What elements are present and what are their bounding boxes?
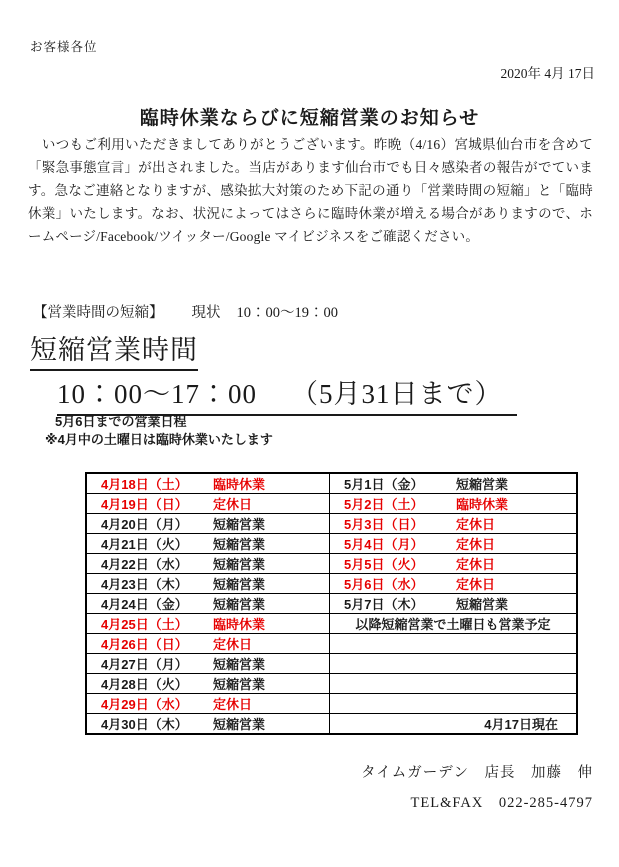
schedule-cell — [330, 674, 578, 694]
table-row — [86, 694, 577, 714]
table-row — [86, 534, 577, 554]
schedule-status: 短縮営業 — [213, 657, 266, 672]
schedule-cell — [86, 614, 330, 634]
schedule-cell — [86, 594, 330, 614]
schedule-status: 短縮営業 — [213, 517, 266, 532]
table-row — [86, 554, 577, 574]
schedule-status: 臨時休業 — [456, 497, 509, 512]
schedule-status: 定休日 — [213, 697, 253, 712]
schedule-status: 短縮営業 — [213, 537, 266, 552]
schedule-status: 定休日 — [456, 557, 496, 572]
schedule-status: 臨時休業 — [213, 617, 266, 632]
schedule-cell — [86, 494, 330, 514]
new-hours-value: 10：00～17：00 — [57, 379, 257, 409]
schedule-note-2: ※4月中の土曜日は臨時休業いたします — [45, 432, 273, 447]
schedule-date: 5月7日（木） — [344, 597, 424, 612]
schedule-status: 臨時休業 — [213, 477, 266, 492]
footer-contact: TEL&FAX 022-285-4797 — [410, 795, 593, 811]
schedule-status: 定休日 — [456, 517, 496, 532]
schedule-cell — [86, 473, 330, 494]
body-paragraph: いつもご利用いただきましてありがとうございます。昨晩（4/16）宮城県仙台市を含めて「緊急事態宣言」が出されました。当店があります仙台市でも日々感染者の報告がでています。急なご連絡となりますが、感染拡大対策のため下記の通り「営業時間の短縮」と「臨時休業」いたします。なお、状況によってはさらに臨時休業が増える場合がありますので、ホームページ/Facebook/ツイッター/Google マイビジネスをご確認ください。 — [28, 137, 593, 244]
schedule-cell — [86, 534, 330, 554]
schedule-date: 5月5日（火） — [344, 557, 424, 572]
schedule-date: 4月19日（日） — [101, 497, 188, 512]
schedule-status: 短縮営業 — [213, 677, 266, 692]
schedule-status: 短縮営業 — [456, 477, 509, 492]
schedule-cell — [86, 574, 330, 594]
schedule-cell — [86, 694, 330, 714]
schedule-stamp-cell: 4月17日現在 — [330, 714, 578, 735]
table-row — [86, 614, 577, 634]
schedule-cell — [330, 574, 578, 594]
schedule-status: 短縮営業 — [213, 717, 266, 732]
schedule-date: 5月1日（金） — [344, 477, 424, 492]
schedule-status: 短縮営業 — [213, 577, 266, 592]
short-hours-heading: 短縮営業時間 — [30, 328, 198, 371]
schedule-status: 定休日 — [456, 537, 496, 552]
table-row — [86, 594, 577, 614]
table-row — [86, 634, 577, 654]
current-hours-line — [33, 301, 338, 322]
schedule-cell — [86, 634, 330, 654]
schedule-status: 短縮営業 — [213, 597, 266, 612]
schedule-date: 5月3日（日） — [344, 517, 424, 532]
schedule-cell — [330, 494, 578, 514]
schedule-cell — [330, 554, 578, 574]
schedule-status: 定休日 — [213, 497, 253, 512]
schedule-date: 5月6日（水） — [344, 577, 424, 592]
table-row — [86, 654, 577, 674]
schedule-cell — [330, 634, 578, 654]
section-label: 【営業時間の短縮】 — [33, 305, 164, 321]
schedule-date: 4月29日（水） — [101, 697, 188, 712]
schedule-date: 4月25日（土） — [101, 617, 188, 632]
schedule-date: 5月4日（月） — [344, 537, 424, 552]
schedule-cell — [86, 714, 330, 735]
schedule-cell — [86, 554, 330, 574]
table-row — [86, 514, 577, 534]
schedule-table — [85, 472, 578, 735]
schedule-cell — [330, 473, 578, 494]
schedule-cell — [330, 654, 578, 674]
table-row — [86, 574, 577, 594]
schedule-date: 4月26日（日） — [101, 637, 188, 652]
schedule-date: 4月30日（木） — [101, 717, 188, 732]
schedule-date: 4月22日（水） — [101, 557, 188, 572]
schedule-date: 4月27日（月） — [101, 657, 188, 672]
schedule-cell — [330, 694, 578, 714]
footer-signature: タイムガーデン 店長 加藤 伸 — [361, 765, 593, 781]
schedule-cell — [330, 514, 578, 534]
schedule-cell — [86, 654, 330, 674]
schedule-date: 4月23日（木） — [101, 577, 188, 592]
schedule-cell — [330, 594, 578, 614]
schedule-status: 短縮営業 — [456, 597, 509, 612]
table-row — [86, 714, 577, 735]
schedule-date: 4月21日（火） — [101, 537, 188, 552]
schedule-table-body — [86, 473, 577, 734]
schedule-note-1: 5月6日までの営業日程 — [55, 414, 187, 429]
schedule-date: 4月18日（土） — [101, 477, 188, 492]
schedule-cell — [86, 514, 330, 534]
schedule-cell — [330, 534, 578, 554]
schedule-date: 5月2日（土） — [344, 497, 424, 512]
schedule-date: 4月24日（金） — [101, 597, 188, 612]
table-row — [86, 473, 577, 494]
new-hours-heading — [57, 372, 517, 416]
recipient-line: お客様各位 — [30, 40, 98, 54]
schedule-date: 4月28日（火） — [101, 677, 188, 692]
schedule-date: 4月20日（月） — [101, 517, 188, 532]
document-date: 2020年 4月 17日 — [500, 66, 595, 81]
new-hours-until: （5月31日まで） — [291, 379, 503, 409]
table-row — [86, 494, 577, 514]
schedule-status: 定休日 — [456, 577, 496, 592]
schedule-note-cell: 以降短縮営業で土曜日も営業予定 — [330, 614, 578, 634]
schedule-status: 短縮営業 — [213, 557, 266, 572]
current-hours-value: 10：00～19：00 — [236, 305, 338, 321]
schedule-cell — [86, 674, 330, 694]
schedule-status: 定休日 — [213, 637, 253, 652]
page-title: 臨時休業ならびに短縮営業のお知らせ — [139, 108, 480, 129]
table-row — [86, 674, 577, 694]
current-label: 現状 — [191, 305, 221, 321]
